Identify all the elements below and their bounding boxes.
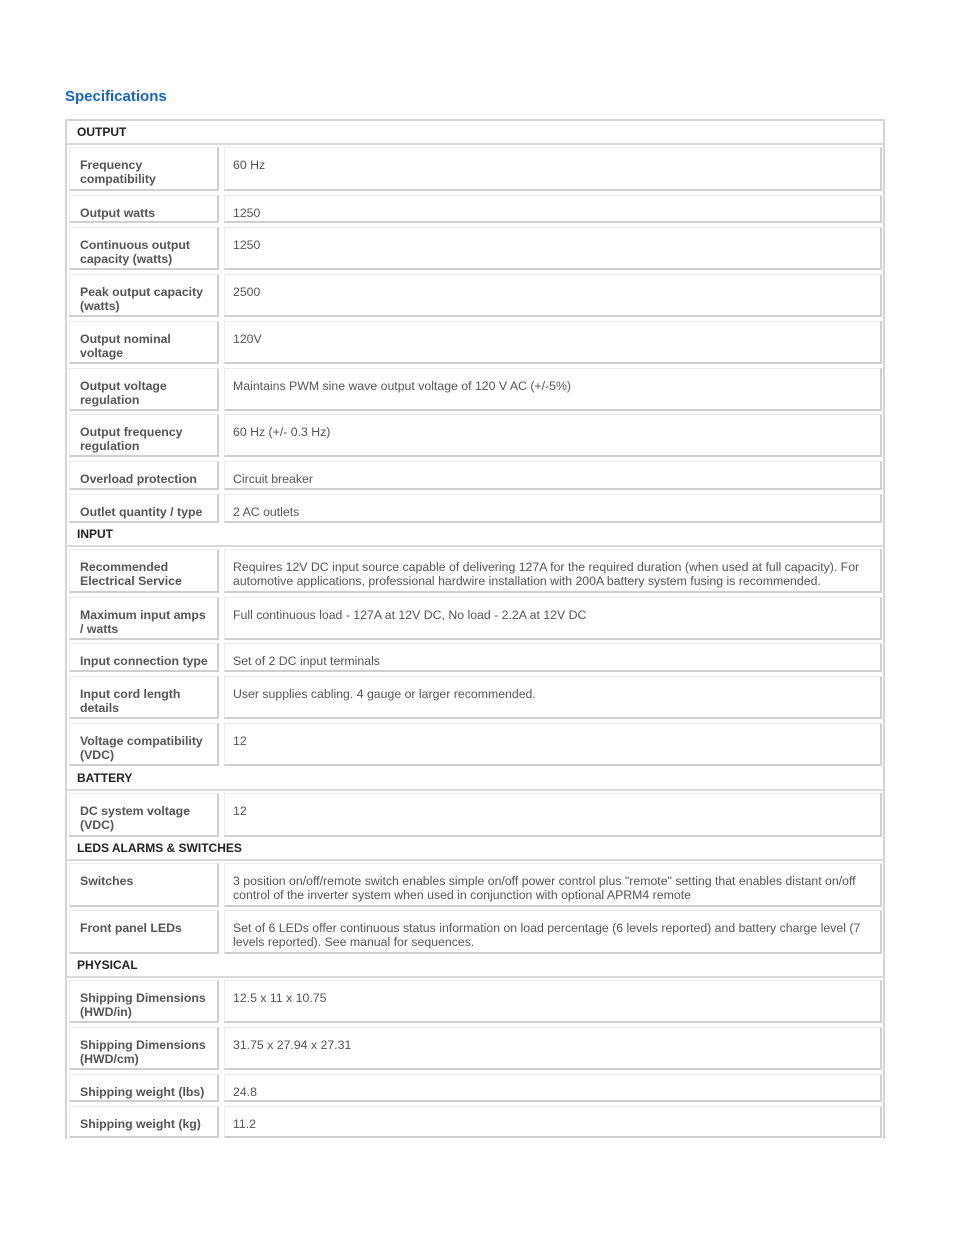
spec-label: Peak output capacity (watts) (69, 274, 219, 317)
spec-label: Switches (69, 863, 219, 907)
spec-value: Full continuous load - 127A at 12V DC, No load - 2.2A at 12V DC (224, 597, 882, 640)
page-title: Specifications (65, 88, 167, 105)
spec-label: Continuous output capacity (watts) (69, 227, 219, 270)
spec-value: Maintains PWM sine wave output voltage of 120 V AC (+/-5%) (224, 368, 882, 411)
spec-value: 12 (224, 723, 882, 766)
spec-value: Set of 6 LEDs offer continuous status information on load percentage (6 levels reported) and battery charge level (7 levels reported). See manual for sequences. (224, 910, 882, 954)
section-header-physical: PHYSICAL (77, 958, 138, 972)
spec-label: Shipping weight (lbs) (69, 1074, 219, 1102)
spec-label: Shipping Dimensions (HWD/in) (69, 980, 219, 1023)
spec-label: Output watts (69, 195, 219, 223)
spec-value: 24.8 (224, 1074, 882, 1102)
spec-label: Voltage compatibility (VDC) (69, 723, 219, 766)
spec-value: 120V (224, 321, 882, 364)
section-divider (67, 143, 883, 145)
spec-value: Circuit breaker (224, 461, 882, 490)
spec-value: 1250 (224, 195, 882, 223)
spec-label: Front panel LEDs (69, 910, 219, 954)
spec-label: Overload protection (69, 461, 219, 490)
spec-label: Shipping Dimensions (HWD/cm) (69, 1027, 219, 1070)
spec-label: Frequency compatibility (69, 147, 219, 191)
section-header-input: INPUT (77, 527, 113, 541)
section-divider (67, 789, 883, 791)
spec-value: Set of 2 DC input terminals (224, 643, 882, 672)
specifications-table (65, 119, 885, 1139)
spec-label: Recommended Electrical Service (69, 549, 219, 593)
section-header-leds-alarms-switches: LEDS ALARMS & SWITCHES (77, 841, 242, 855)
section-divider (67, 859, 883, 861)
spec-label: Maximum input amps / watts (69, 597, 219, 640)
spec-value: 60 Hz (224, 147, 882, 191)
spec-label: Input cord length details (69, 676, 219, 719)
section-header-output: OUTPUT (77, 125, 127, 139)
spec-label: Output nominal voltage (69, 321, 219, 364)
spec-value: 60 Hz (+/- 0.3 Hz) (224, 414, 882, 457)
spec-value: 12 (224, 793, 882, 837)
spec-value: 3 position on/off/remote switch enables simple on/off power control plus "remote" setting that enables distant on/off control of the inverter system when used in conjunction with optional APRM4 remote (224, 863, 882, 907)
spec-label: Input connection type (69, 643, 219, 672)
spec-value: 2 AC outlets (224, 494, 882, 523)
spec-value: 2500 (224, 274, 882, 317)
spec-value: Requires 12V DC input source capable of delivering 127A for the required duration (when used at full capacity). For automotive applications, professional hardwire installation with 200A battery system fusing is recommended. (224, 549, 882, 593)
spec-label: DC system voltage (VDC) (69, 793, 219, 837)
section-divider (67, 976, 883, 978)
section-divider (67, 545, 883, 547)
spec-value: 11.2 (224, 1106, 882, 1138)
spec-label: Output voltage regulation (69, 368, 219, 411)
spec-label: Outlet quantity / type (69, 494, 219, 523)
spec-value: User supplies cabling. 4 gauge or larger recommended. (224, 676, 882, 719)
spec-value: 1250 (224, 227, 882, 270)
section-header-battery: BATTERY (77, 771, 133, 785)
spec-label: Output frequency regulation (69, 414, 219, 457)
spec-value: 12.5 x 11 x 10.75 (224, 980, 882, 1023)
spec-value: 31.75 x 27.94 x 27.31 (224, 1027, 882, 1070)
spec-label: Shipping weight (kg) (69, 1106, 219, 1138)
